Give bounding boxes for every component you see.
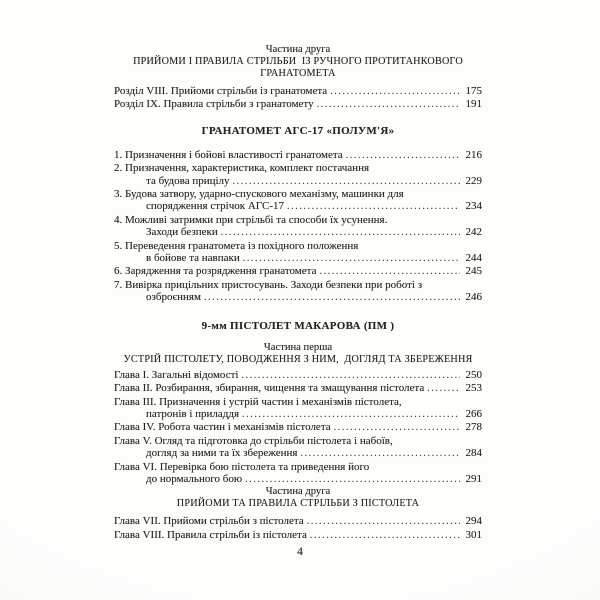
entry-text: Розділ VIII. Прийоми стрільби із гранатомета <box>114 85 328 97</box>
entry-text: 7. Вивірка прицільних пристосувань. Заходи безпеки при роботі з <box>114 278 423 291</box>
dot-leader <box>319 265 460 278</box>
entry-text: Глава VII. Прийоми стрільби з пістолета <box>114 515 304 528</box>
toc-entry-line <box>114 226 482 239</box>
toc-entry-line <box>114 382 482 395</box>
dot-leader <box>245 473 460 486</box>
entry-text: 1. Призначення і бойові властивості гранатомета <box>114 148 343 161</box>
dot-leader <box>241 369 460 382</box>
entry-text: до нормального бою <box>146 472 243 485</box>
entry-text: Глава V. Огляд та підготовка до стрільби пістолета і набоїв, <box>114 434 393 447</box>
entry-text: Заходи безпеки <box>146 226 218 239</box>
entry-page-number: 246 <box>465 291 482 304</box>
entry-text: 2. Призначення, характеристика, комплект постачання <box>114 162 370 175</box>
toc-entry-line <box>114 529 482 542</box>
entry-page-number: 266 <box>465 407 482 420</box>
entry-text: спорядження стрічок АГС-17 <box>146 200 285 213</box>
toc-entry-line <box>114 149 482 162</box>
dot-leader <box>204 291 460 304</box>
entry-page-number: 234 <box>465 200 482 213</box>
entry-text: Глава VI. Перевірка бою пістолета та приведення його <box>114 460 370 473</box>
entry-text: патронів і приладдя <box>146 407 240 420</box>
toc-entry-line <box>114 200 482 213</box>
dot-leader <box>287 200 460 213</box>
entry-page-number: 216 <box>465 148 482 161</box>
entry-text: Глава I. Загальні відомості <box>114 368 239 381</box>
entry-text: 5. Переведення гранатомета із похідного положення <box>114 239 359 252</box>
part-title-line: УСТРІЙ ПІСТОЛЕТУ, ПОВОДЖЕННЯ З НИМ, ДОГЛЯД ТА ЗБЕРЕЖЕННЯ <box>123 353 473 365</box>
dot-leader <box>221 226 460 239</box>
part-header <box>114 486 482 510</box>
toc-entry-line <box>114 461 482 473</box>
part-title-line: ГРАНАТОМЕТА <box>260 68 336 79</box>
entry-page-number: 242 <box>465 226 482 239</box>
toc-entry-line <box>114 252 482 265</box>
part-header <box>114 44 482 80</box>
entry-page-number: 294 <box>465 515 482 528</box>
section-heading: ГРАНАТОМЕТ АГС-17 «ПОЛУМ'Я» <box>201 124 395 137</box>
entry-text: 6. Зарядження та розрядження гранатомета <box>114 265 317 278</box>
part-label: Частина друга <box>265 44 331 55</box>
part-header <box>114 342 482 366</box>
page-number: 4 <box>297 546 303 558</box>
toc-entry-line <box>114 279 482 291</box>
dot-leader <box>243 252 460 265</box>
entry-page-number: 284 <box>465 447 482 460</box>
entry-text: та будова прицілу <box>146 174 230 187</box>
entry-text: в бойове та навпаки <box>146 252 240 265</box>
entry-text: Глава II. Розбирання, збирання, чищення та змащування пістолета <box>114 382 425 395</box>
toc-entry-group <box>114 149 482 305</box>
part-title-line: ПРИЙОМИ ТА ПРАВИЛА СТРІЛЬБИ З ПІСТОЛЕТА <box>176 498 420 510</box>
toc-entry-line <box>114 435 482 447</box>
entry-page-number: 253 <box>465 382 482 395</box>
entry-page-number: 250 <box>465 368 482 381</box>
entry-text: догляд за ними та їх збереження <box>146 447 298 460</box>
entry-text: озброєнням <box>146 291 201 304</box>
toc-entry-line <box>114 214 482 226</box>
entry-text: 3. Будова затвору, ударно-спускового механізму, машинки для <box>114 188 404 201</box>
toc-entry-line <box>114 265 482 278</box>
dot-leader <box>310 529 460 542</box>
toc-entry-group <box>114 369 482 487</box>
toc-entry-group <box>114 515 482 542</box>
dot-leader <box>330 85 460 98</box>
dot-leader <box>427 382 460 395</box>
entry-page-number: 278 <box>465 421 482 434</box>
toc-entry-line <box>114 515 482 528</box>
toc-entry-line <box>114 188 482 200</box>
entry-text: 4. Можливі затримки при стрільбі та способи їх усунення. <box>114 213 388 226</box>
toc-entry-line <box>114 369 482 382</box>
toc-entry-line <box>114 473 482 486</box>
section-heading: 9-мм ПІСТОЛЕТ МАКАРОВА (ПМ ) <box>201 319 395 332</box>
toc-entry-line <box>114 291 482 304</box>
dot-leader <box>242 408 460 421</box>
entry-text: Глава VIII. Правила стрільби із пістолета <box>114 528 307 541</box>
entry-page-number: 301 <box>465 528 482 541</box>
toc-entry-line <box>114 396 482 408</box>
entry-page-number: 245 <box>465 265 482 278</box>
entry-text: Глава III. Призначення і устрій частин і механізмів пістолета, <box>114 395 402 408</box>
toc-entry-line <box>114 447 482 460</box>
toc <box>114 44 482 542</box>
entry-page-number: 191 <box>465 98 482 111</box>
dot-leader <box>300 447 460 460</box>
dot-leader <box>317 98 460 111</box>
entry-text: Розділ IX. Правила стрільби з гранатомету <box>114 98 314 111</box>
toc-entry-line <box>114 162 482 174</box>
toc-entry-line <box>114 421 482 434</box>
toc-entry-line <box>114 98 482 111</box>
dot-leader <box>307 515 460 528</box>
toc-entry-line <box>114 240 482 252</box>
part-label: Частина перша <box>263 341 333 353</box>
dot-leader <box>334 421 460 434</box>
entry-page-number: 229 <box>465 174 482 187</box>
toc-entry-group <box>114 85 482 112</box>
dot-leader <box>346 149 460 162</box>
part-title-line: ПРИЙОМИ І ПРАВИЛА СТРІЛЬБИ ІЗ РУЧНОГО ПРОТИТАНКОВОГО <box>133 56 463 67</box>
entry-text: Глава IV. Робота частин і механізмів пістолета <box>114 421 331 434</box>
toc-entry-line <box>114 85 482 98</box>
toc-entry-line <box>114 408 482 421</box>
entry-page-number: 244 <box>465 252 482 265</box>
entry-page-number: 175 <box>465 85 482 97</box>
part-label: Частина друга <box>265 486 331 498</box>
toc-entry-line <box>114 175 482 188</box>
entry-page-number: 291 <box>465 472 482 485</box>
dot-leader <box>233 175 460 188</box>
